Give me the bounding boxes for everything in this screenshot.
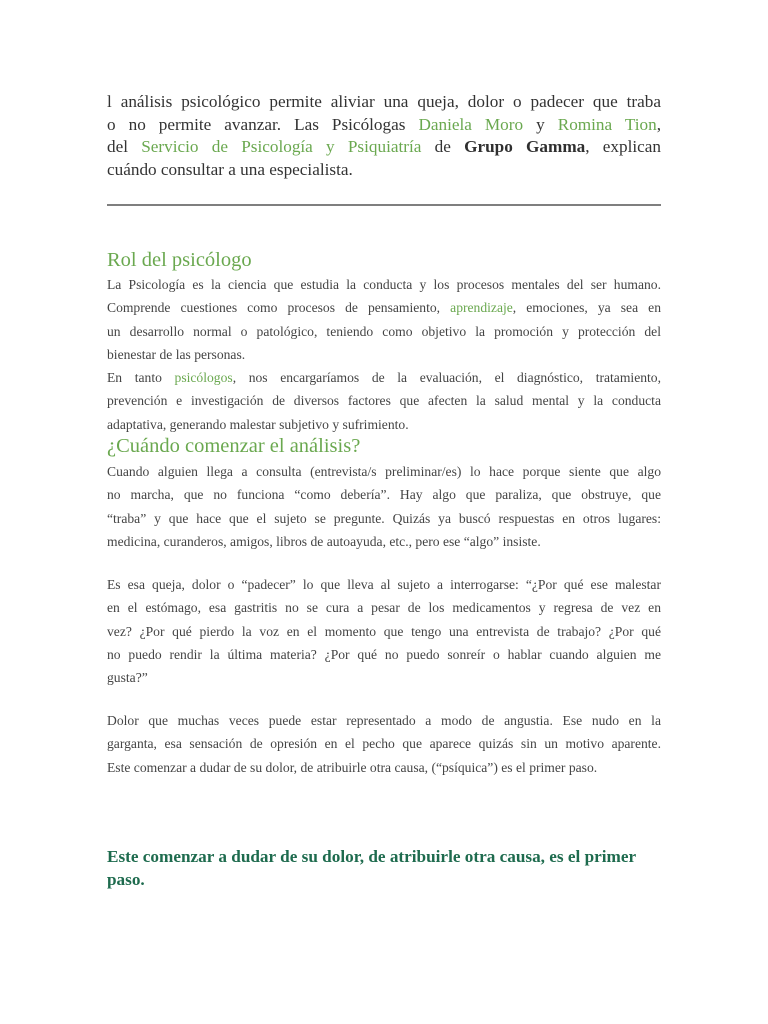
text-line: un desarrollo normal o patológico, teniendo como objetivo la promoción y protección del bbox=[107, 323, 661, 339]
pull-quote-line: paso. bbox=[107, 869, 145, 889]
text-line: Cuando alguien llega a consulta (entrevista/s preliminar/es) lo hace porque siente que algo bbox=[107, 464, 661, 479]
company-name: Grupo Gamma bbox=[464, 137, 586, 156]
text-line: medicina, curanderos, amigos, libros de autoayuda, etc., pero ese “algo” insiste. bbox=[107, 533, 541, 549]
intro-paragraph bbox=[107, 91, 661, 181]
service-link[interactable]: Servicio de Psicología y Psiquiatría bbox=[141, 137, 422, 156]
text-line: Comprende cuestiones como procesos de pensamiento, aprendizaje, emociones, ya sea en bbox=[107, 300, 662, 316]
pull-quote-line: Este comenzar a dudar de su dolor, de atribuirle otra causa, es el primer bbox=[107, 847, 637, 866]
text-line: vez? ¿Por qué pierdo la voz en el momento que tengo una entrevista de trabajo? ¿Por qué bbox=[107, 623, 661, 639]
text-line: prevención e investigación de diversos factores que afecten la salud mental y la conducta bbox=[107, 393, 661, 409]
author-link-romina-tion[interactable]: Romina Tion bbox=[557, 114, 657, 134]
text-line: bienestar de las personas. bbox=[107, 346, 246, 362]
text-line: Dolor que muchas veces puede estar representado a modo de angustia. Ese nudo en la bbox=[107, 713, 661, 728]
aprendizaje-link[interactable]: aprendizaje bbox=[450, 300, 513, 316]
horizontal-divider bbox=[107, 204, 661, 206]
text-line: “traba” y que hace que el sujeto se pregunte. Quizás ya buscó respuestas en otros lugares: bbox=[107, 510, 661, 526]
text-line: adaptativa, generando malestar subjetivo y sufrimiento. bbox=[107, 416, 409, 432]
text-line: en el estómago, esa gastritis no se cura a pesar de los medicamentos y regresa de vez en bbox=[107, 600, 661, 616]
text-line: no puedo rendir la última materia? ¿Por qué no puedo sonreír o hablar cuando alguien me bbox=[107, 646, 661, 662]
intro-line-4: cuándo consultar a una especialista. bbox=[107, 159, 353, 179]
section-heading-cuando: ¿Cuándo comenzar el análisis? bbox=[107, 435, 361, 457]
text-line: garganta, esa sensación de opresión en el pecho que aparece quizás sin un motivo aparente. bbox=[107, 736, 661, 752]
section1-paragraph-1 bbox=[107, 273, 661, 366]
section-heading-rol: Rol del psicólogo bbox=[107, 249, 252, 271]
text-line: Este comenzar a dudar de su dolor, de atribuirle otra causa, (“psíquica”) es el primer paso. bbox=[107, 759, 598, 775]
text-line: La Psicología es la ciencia que estudia la conducta y los procesos mentales del ser humano. bbox=[107, 277, 661, 292]
text-line: no marcha, que no funciona “como debería”. Hay algo que paraliza, que obstruye, que bbox=[107, 487, 661, 503]
text-line: gusta?” bbox=[107, 670, 148, 686]
intro-line-2: o no permite avanzar. Las Psicólogas Daniela Moro y Romina Tion, bbox=[107, 114, 662, 134]
intro-line-3: del Servicio de Psicología y Psiquiatría de Grupo Gamma, explican bbox=[107, 137, 661, 156]
section2-paragraph-2 bbox=[107, 573, 661, 689]
pull-quote bbox=[107, 846, 661, 891]
psicologos-link[interactable]: psicólogos bbox=[174, 370, 233, 385]
section2-paragraph-1 bbox=[107, 460, 661, 553]
author-link-daniela-moro[interactable]: Daniela Moro bbox=[418, 114, 524, 134]
section1-paragraph-2 bbox=[107, 366, 661, 436]
text-line: En tanto psicólogos, nos encargaríamos de la evaluación, el diagnóstico, tratamiento, bbox=[107, 370, 661, 385]
section2-paragraph-3 bbox=[107, 709, 661, 779]
text-line: Es esa queja, dolor o “padecer” lo que lleva al sujeto a interrogarse: “¿Por qué ese malestar bbox=[107, 577, 661, 592]
intro-line-1: l análisis psicológico permite aliviar una queja, dolor o padecer que traba bbox=[107, 92, 661, 111]
